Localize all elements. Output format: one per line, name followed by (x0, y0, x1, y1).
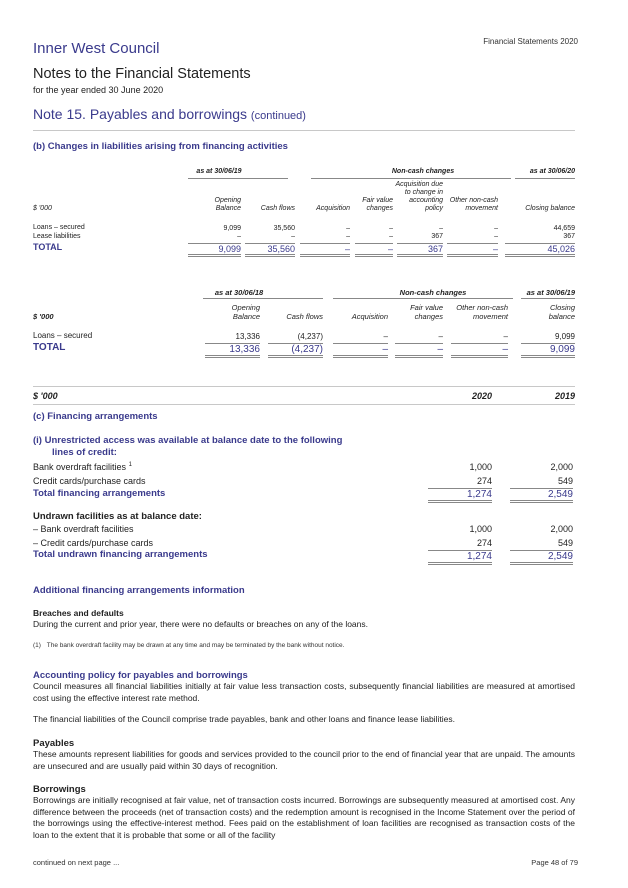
col-fair (393, 303, 443, 321)
total-cell: – (300, 243, 350, 257)
note-continued: (continued) (250, 110, 306, 122)
col-other-l2: movement (465, 205, 498, 212)
total-cell: 9,099 (188, 243, 241, 257)
payables-text: These amounts represent liabilities for goods and services provided to the council prior to the end of financial year that are unpaid. The amounts are unsecured and are usually paid within 30 days of recognition. (33, 749, 575, 771)
note-heading-text: Note 15. Payables and borrowings (33, 106, 248, 122)
row-label: Lease liabilities (33, 233, 81, 240)
col-closing (523, 303, 575, 321)
col-other-l1: Other non-cash (456, 303, 508, 312)
payables-heading: Payables (33, 738, 75, 749)
row-cell: 44,659 (553, 225, 575, 232)
row-cell: (4,237) (297, 332, 323, 341)
col-opening-l1: Opening (214, 197, 241, 204)
col-opening-l2: Balance (215, 205, 241, 212)
col-cash: Cash flows (286, 312, 323, 321)
row-cell: – (503, 332, 508, 341)
policy-paragraph-2: The financial liabilities of the Council comprise trade payables, bank and other loans and finance lease liabilities. (33, 714, 455, 724)
line-item-label: Credit cards/purchase cards (33, 476, 146, 486)
col-other-l1: Other non-cash (449, 197, 498, 204)
col-opening (193, 197, 241, 213)
col-policy-l4: policy (425, 205, 443, 212)
bank-overdraft-label: Bank overdraft facilities (33, 462, 127, 472)
row-cell: – (439, 225, 443, 232)
total-cell: – (355, 243, 393, 257)
row-cell: – (346, 233, 350, 240)
total-cell: – (451, 343, 508, 358)
col-cash: Cash flows (260, 205, 295, 212)
total-2019: 2,549 (510, 550, 573, 565)
note-heading (33, 106, 306, 122)
row-cell: – (383, 332, 388, 341)
section-b-title: (b) Changes in liabilities arising from financing activities (33, 141, 288, 152)
unit-label: $ '000 (33, 312, 54, 321)
additional-title: Additional financing arrangements information (33, 585, 245, 596)
organization-name: Inner West Council (33, 40, 160, 57)
col-closing-l2: balance (548, 312, 575, 321)
total-label: TOTAL (33, 242, 63, 252)
row-cell: – (389, 225, 393, 232)
total-label: Total undrawn financing arrangements (33, 549, 208, 560)
col-policy (383, 181, 443, 213)
total-cell: 367 (397, 243, 443, 257)
as-at-left: as at 30/06/18 (214, 288, 264, 297)
total-cell: – (447, 243, 498, 257)
footnote-text: The bank overdraft facility may be drawn at any time and may be terminated by the bank without notice. (46, 642, 345, 649)
col-acquisition: Acquisition (316, 205, 350, 212)
total-cell: – (333, 343, 388, 358)
col-policy-l3: accounting (409, 197, 443, 204)
page-number: Page 48 of 79 (531, 858, 578, 867)
changes-table-2019 (33, 288, 575, 360)
unit-label: $ '000 (33, 205, 52, 212)
policy-paragraph-1: Council measures all financial liabilities initially at fair value less transaction costs, subsequently financial liabilities are measured at amortised cost using the effective interest rate method. (33, 681, 575, 703)
total-cell: 45,026 (505, 243, 575, 257)
row-cell: 9,099 (223, 225, 241, 232)
changes-table-2020 (33, 168, 575, 258)
undrawn-title: Undrawn facilities as at balance date: (33, 511, 202, 522)
year-header-rule-top (33, 386, 575, 387)
continued-note: continued on next page ... (33, 858, 120, 867)
col-fair-l1: Fair value (362, 197, 393, 204)
row-cell: – (346, 225, 350, 232)
year-header-rule-bottom (33, 404, 575, 405)
value-2020: 274 (476, 538, 492, 548)
row-cell: – (494, 225, 498, 232)
value-2020: 1,000 (469, 462, 492, 472)
total-2020: 1,274 (428, 488, 492, 503)
total-label: TOTAL (33, 342, 66, 353)
row-cell: – (237, 233, 241, 240)
value-2019: 549 (557, 538, 573, 548)
row-cell: – (389, 233, 393, 240)
row-label: Loans – secured (33, 224, 85, 231)
notes-subtitle: for the year ended 30 June 2020 (33, 85, 164, 95)
line-item-label: – Bank overdraft facilities (33, 524, 134, 534)
row-cell: – (494, 233, 498, 240)
year-2020: 2020 (471, 391, 492, 401)
year-2019: 2019 (554, 391, 575, 401)
col-opening-l1: Opening (231, 303, 260, 312)
policy-title: Accounting policy for payables and borrowings (33, 670, 248, 681)
value-2020: 274 (476, 476, 492, 486)
row-cell: – (291, 233, 295, 240)
col-opening (208, 303, 260, 321)
row-cell: 35,560 (273, 225, 295, 232)
notes-title: Notes to the Financial Statements (33, 66, 251, 82)
borrowings-text: Borrowings are initially recognised at fair value, net of transaction costs incurred. Borrowings are subsequently measured at amortised cost. Any difference between the proceeds (net of transaction costs) and the redemption amount is recognised in the Income Statement over the period of the borrowings using the effective-interest method. Fees paid on the establishment of loan facilities are recognised as transaction costs of the loan to the extent that it is probable that some or all of the facility (33, 795, 575, 840)
breaches-text: During the current and prior year, there were no defaults or breaches on any of the loans. (33, 619, 369, 629)
col-policy-l2: to change in (404, 189, 443, 196)
value-2019: 549 (557, 476, 573, 486)
total-cell: – (395, 343, 443, 358)
col-fair-l1: Fair value (410, 303, 443, 312)
total-label: Total financing arrangements (33, 488, 166, 499)
col-fair-l2: changes (366, 205, 393, 212)
total-cell: (4,237) (268, 343, 323, 358)
col-acquisition: Acquisition (351, 312, 388, 321)
col-other (443, 303, 508, 321)
section-c-title: (c) Financing arrangements (33, 411, 158, 422)
line-item-label: – Credit cards/purchase cards (33, 538, 154, 548)
line-item-label (33, 462, 132, 472)
total-2019: 2,549 (510, 488, 573, 503)
subsection-i-line1: (i) Unrestricted access was available at balance date to the following (33, 435, 343, 446)
total-2020: 1,274 (428, 550, 492, 565)
total-cell: 9,099 (521, 343, 575, 358)
row-cell: 367 (563, 233, 575, 240)
value-2019: 2,000 (550, 462, 573, 472)
row-cell: 13,336 (235, 332, 260, 341)
col-other-l2: movement (472, 312, 508, 321)
row-label: Loans – secured (33, 331, 93, 340)
noncash-header: Non-cash changes (399, 288, 467, 297)
row-cell: 9,099 (554, 332, 575, 341)
footnote (33, 642, 344, 649)
col-closing-l1: Closing (549, 303, 575, 312)
total-cell: 35,560 (245, 243, 295, 257)
unit-label: $ '000 (33, 391, 58, 401)
total-cell: 13,336 (205, 343, 260, 358)
row-cell: 367 (431, 233, 443, 240)
value-2019: 2,000 (550, 524, 573, 534)
document-title: Financial Statements 2020 (483, 37, 578, 46)
footnote-ref: 1 (128, 462, 132, 468)
col-policy-l1: Acquisition due (395, 181, 443, 188)
as-at-right: as at 30/06/20 (529, 168, 575, 175)
col-other (438, 197, 498, 213)
as-at-right: as at 30/06/19 (526, 288, 575, 297)
section-divider (33, 130, 575, 131)
as-at-left: as at 30/06/19 (196, 168, 242, 175)
col-fair-l2: changes (414, 312, 443, 321)
subsection-i-line2: lines of credit: (52, 447, 117, 458)
noncash-header: Non-cash changes (391, 168, 455, 175)
breaches-heading: Breaches and defaults (33, 608, 124, 618)
row-cell: – (438, 332, 443, 341)
value-2020: 1,000 (469, 524, 492, 534)
col-closing: Closing balance (525, 205, 575, 212)
borrowings-heading: Borrowings (33, 784, 86, 795)
footnote-mark: (1) (33, 642, 41, 649)
col-opening-l2: Balance (232, 312, 260, 321)
